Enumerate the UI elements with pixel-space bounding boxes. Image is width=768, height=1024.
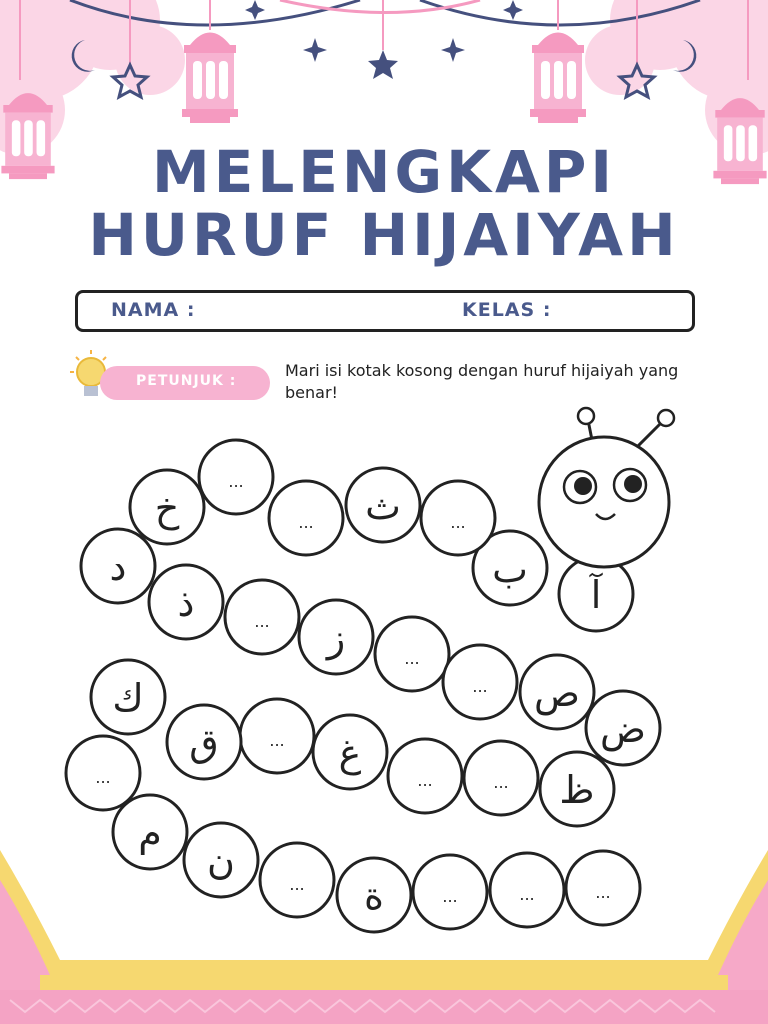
- hijaiyah-letter: آ: [590, 573, 602, 617]
- hijaiyah-letter: ة: [364, 874, 384, 918]
- blank-placeholder: ...: [450, 513, 466, 532]
- caterpillar-head: [539, 408, 674, 567]
- hijaiyah-letter: ق: [189, 721, 219, 765]
- blank-placeholder: ...: [228, 472, 244, 491]
- instruction-text: Mari isi kotak kosong dengan huruf hijaiyah yang benar!: [285, 361, 679, 402]
- blank-placeholder: ...: [472, 677, 488, 696]
- hijaiyah-letter: غ: [338, 731, 362, 775]
- hijaiyah-letter: ض: [600, 707, 646, 751]
- name-label: NAMA :: [111, 299, 196, 321]
- blank-placeholder: ...: [595, 883, 611, 902]
- blank-placeholder: ...: [519, 885, 535, 904]
- blank-placeholder: ...: [404, 649, 420, 668]
- hijaiyah-letter: ص: [534, 671, 580, 715]
- class-label: KELAS :: [462, 299, 552, 321]
- page-title-line2: HURUF HIJAIYAH: [88, 201, 680, 269]
- hijaiyah-letter: ث: [365, 484, 401, 528]
- hijaiyah-letter: ز: [326, 616, 346, 660]
- lantern-icon: [530, 33, 586, 124]
- blank-placeholder: ...: [417, 771, 433, 790]
- hijaiyah-letter: د: [109, 545, 127, 589]
- hijaiyah-letter: ك: [112, 676, 144, 720]
- blank-placeholder: ...: [269, 731, 285, 750]
- blank-placeholder: ...: [289, 875, 305, 894]
- blank-placeholder: ...: [95, 768, 111, 787]
- hijaiyah-letter: ظ: [559, 768, 595, 812]
- name-class-box[interactable]: [75, 290, 695, 332]
- hint-label: PETUNJUK :: [136, 373, 237, 389]
- blank-placeholder: ...: [254, 612, 270, 631]
- hijaiyah-letter: م: [138, 811, 162, 855]
- blank-placeholder: ...: [493, 773, 509, 792]
- hijaiyah-letter: ب: [492, 547, 528, 591]
- page-title-line1: MELENGKAPI: [152, 138, 616, 206]
- blank-placeholder: ...: [298, 513, 314, 532]
- hijaiyah-letter: ن: [207, 839, 235, 883]
- blank-placeholder: ...: [442, 887, 458, 906]
- hijaiyah-letter: ذ: [177, 581, 195, 625]
- lantern-icon: [182, 33, 238, 124]
- hijaiyah-letter: خ: [154, 486, 180, 530]
